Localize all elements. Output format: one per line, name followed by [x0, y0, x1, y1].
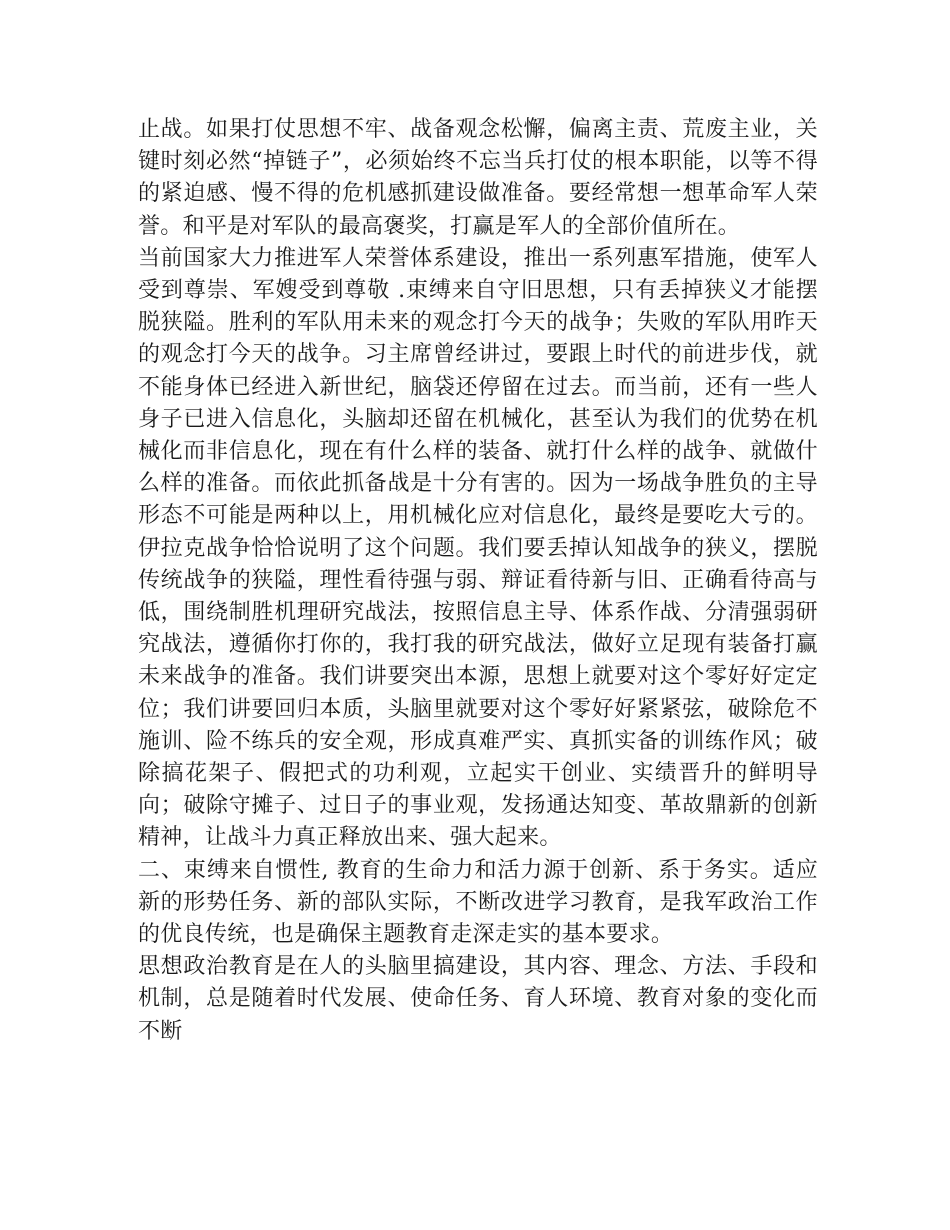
document-body	[138, 114, 818, 1048]
paragraph-4: 思想政治教育是在人的头脑里搞建设，其内容、理念、方法、手段和机制，总是随着时代发展、使命任务、育人环境、教育对象的变化而不断	[138, 954, 818, 1044]
paragraph-1: 止战。如果打仗思想不牢、战备观念松懈，偏离主责、荒废主业，关键时刻必然“掉链子”，必须始终不忘当兵打仗的根本职能，以等不得的紧迫感、慢不得的危机感抓建设做准备。要经常想一想革命军人荣誉。和平是对军队的最高褒奖，打赢是军人的全部价值所在。	[138, 117, 818, 239]
paragraph-2: 当前国家大力推进军人荣誉体系建设，推出一系列惠军措施，使军人受到尊崇、军嫂受到尊敬 .束缚来自守旧思想，只有丢掉狭义才能摆脱狭隘。胜利的军队用未来的观念打今天的战争；失败的军队用昨天的观念打今天的战争。习主席曾经讲过，要跟上时代的前进步伐，就不能身体已经进入新世纪，脑袋还停留在过去。而当前，还有一些人身子已进入信息化，头脑却还留在机械化，甚至认为我们的优势在机械化而非信息化，现在有什么样的装备、就打什么样的战争、就做什么样的准备。而依此抓备战是十分有害的。因为一场战争胜负的主导形态不可能是两种以上，用机械化应对信息化，最终是要吃大亏的。伊拉克战争恰恰说明了这个问题。我们要丢掉认知战争的狭义，摆脱传统战争的狭隘，理性看待强与弱、辩证看待新与旧、正确看待高与低，围绕制胜机理研究战法，按照信息主导、体系作战、分清强弱研究战法，遵循你打你的，我打我的研究战法，做好立足现有装备打赢未来战争的准备。我们讲要突出本源，思想上就要对这个零好好定定位；我们讲要回归本质，头脑里就要对这个零好好紧紧弦，破除危不施训、险不练兵的安全观，形成真难严实、真抓实备的训练作风；破除搞花架子、假把式的功利观，立起实干创业、实绩晋升的鲜明导向；破除守摊子、过日子的事业观，发扬通达知变、革故鼎新的创新精神，让战斗力真正释放出来、强大起来。	[138, 245, 818, 851]
paragraph-3: 二、束缚来自惯性, 教育的生命力和活力源于创新、系于务实。适应新的形势任务、新的部队实际，不断改进学习教育，是我军政治工作的优良传统，也是确保主题教育走深走实的基本要求。	[138, 857, 818, 948]
